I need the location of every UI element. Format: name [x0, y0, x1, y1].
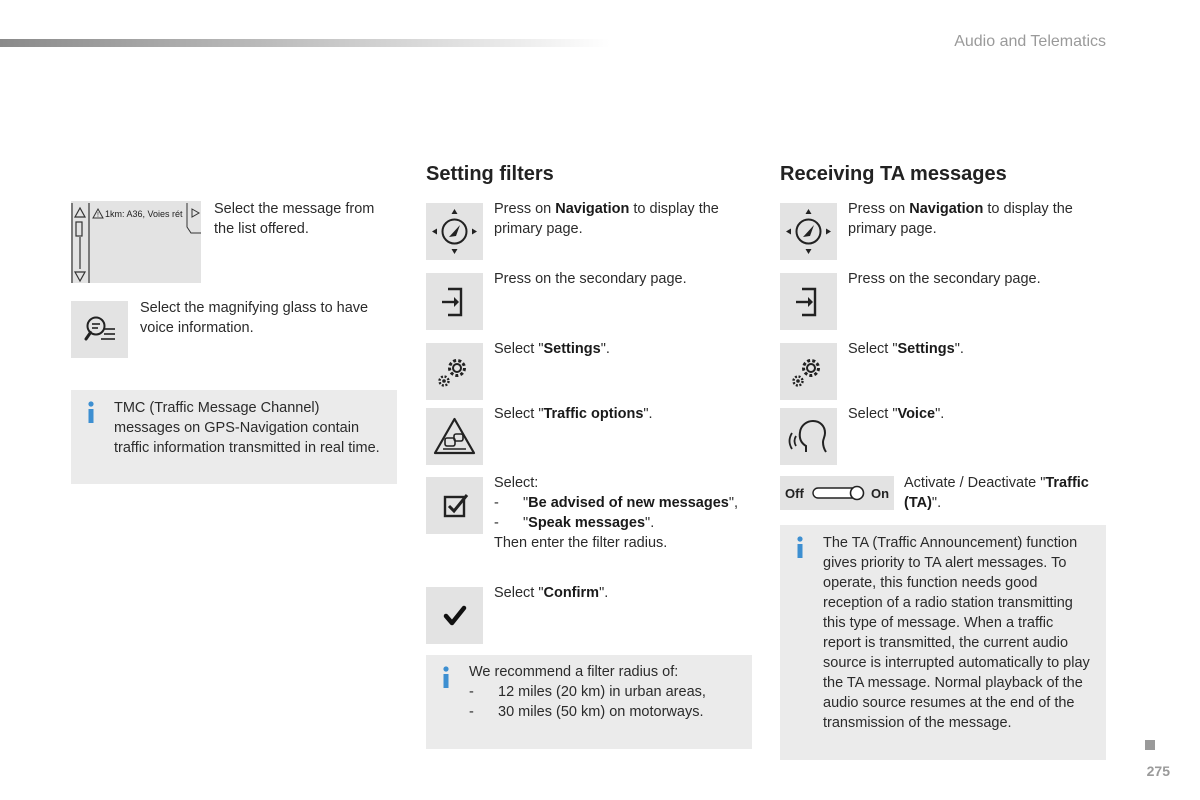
filter-radius-note-text	[469, 662, 744, 722]
voice-tile[interactable]	[780, 408, 837, 465]
navigation-compass-icon	[780, 203, 837, 260]
message-list-screen	[71, 201, 201, 283]
filter-radius-text: Then enter the filter radius.	[494, 535, 668, 551]
navigation-compass-icon	[426, 203, 483, 260]
traffic-options-instruction: Select "Traffic options".	[494, 406, 653, 422]
page-marker	[1145, 740, 1155, 750]
option-be-advised[interactable]: - "Be advised of new messages",	[494, 495, 739, 511]
header-title: Audio and Telematics	[954, 33, 1106, 50]
select-message-text: Select the message from the list offered.	[214, 201, 375, 237]
note-item-urban: - 12 miles (20 km) in urban areas,	[469, 684, 706, 700]
receiving-ta-title: Receiving TA messages	[780, 163, 1007, 185]
tmc-note-text: TMC (Traffic Message Channel) messages on GPS-Navigation contain traffic information transmitted in real time.	[114, 400, 380, 456]
tmc-info-note	[71, 390, 397, 484]
magnifier-voice-icon	[71, 301, 128, 358]
secondary-page-tile[interactable]	[426, 273, 483, 330]
nav-instruction: Press on Navigation to display the primary page.	[494, 201, 719, 237]
settings-gears-icon	[780, 343, 837, 400]
magnifier-voice-tile[interactable]	[71, 301, 128, 358]
toggle-on-label: On	[871, 486, 890, 501]
secondary-page-icon	[780, 273, 837, 330]
confirm-tile[interactable]	[426, 587, 483, 644]
magnifier-text: Select the magnifying glass to have voice information.	[140, 300, 369, 336]
voice-head-icon	[780, 408, 837, 465]
settings-instruction-ta: Select "Settings".	[848, 341, 964, 357]
secondary-instruction: Press on the secondary page.	[494, 271, 687, 287]
ta-info-note	[780, 525, 1106, 760]
ta-note-text: The TA (Traffic Announcement) function gives priority to TA alert messages. To operate, this function needs good reception of a radio station transmitting this type of message. When a traffic report is transmitted, the current audio source is interrupted automatically to play the TA message. Normal playback of the audio source resumes at the end of the transmission of the message.	[823, 535, 1090, 731]
info-icon	[85, 400, 97, 424]
page-number: 275	[1146, 763, 1170, 779]
settings-instruction: Select "Settings".	[494, 341, 610, 357]
confirm-instruction: Select "Confirm".	[494, 585, 609, 601]
settings-gears-icon	[426, 343, 483, 400]
ta-toggle-switch[interactable]	[780, 476, 894, 510]
traffic-warning-icon	[426, 408, 483, 465]
navigation-tile[interactable]	[426, 203, 483, 260]
secondary-page-icon	[426, 273, 483, 330]
activate-ta-instruction: Activate / Deactivate "Traffic (TA)".	[904, 475, 1089, 511]
info-icon	[440, 665, 452, 689]
select-label: Select:	[494, 475, 539, 491]
voice-instruction: Select "Voice".	[848, 406, 945, 422]
checkbox-tile[interactable]	[426, 477, 483, 534]
note-item-motorway: - 30 miles (50 km) on motorways.	[469, 704, 704, 720]
info-icon	[794, 535, 806, 559]
settings-tile-ta[interactable]	[780, 343, 837, 400]
checkbox-icon	[426, 477, 483, 534]
toggle-off-label: Off	[785, 486, 804, 501]
confirm-check-icon	[426, 587, 483, 644]
traffic-options-tile[interactable]	[426, 408, 483, 465]
svg-text:!: !	[97, 212, 99, 219]
note-intro: We recommend a filter radius of:	[469, 664, 679, 680]
select-options-block	[494, 473, 764, 553]
navigation-tile-ta[interactable]	[780, 203, 837, 260]
option-speak-messages[interactable]: - "Speak messages".	[494, 515, 655, 531]
secondary-page-tile-ta[interactable]	[780, 273, 837, 330]
toggle-switch-icon	[812, 485, 868, 501]
filter-radius-note	[426, 655, 752, 749]
nav-instruction-ta: Press on Navigation to display the primary page.	[848, 201, 1073, 237]
settings-tile[interactable]	[426, 343, 483, 400]
screen-message-text[interactable]: 1km: A36, Voies rét	[105, 209, 183, 219]
header-gradient-bar	[0, 39, 610, 47]
setting-filters-title: Setting filters	[426, 163, 554, 185]
secondary-instruction-ta: Press on the secondary page.	[848, 271, 1041, 287]
